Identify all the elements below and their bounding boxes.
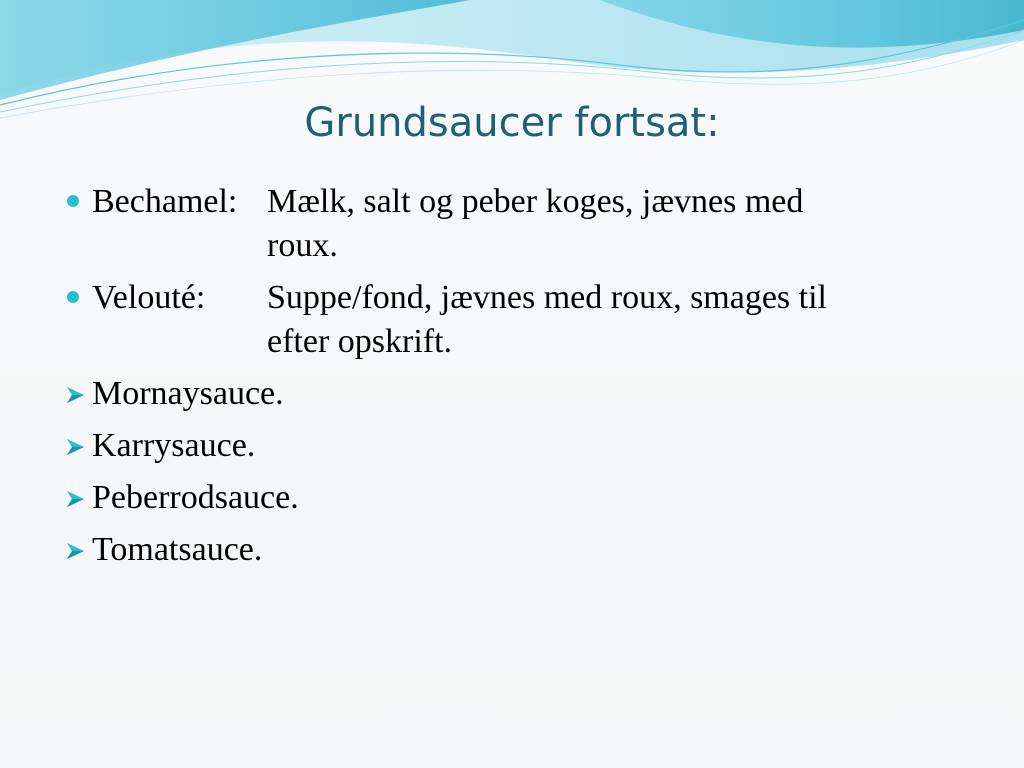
list-item-mornaysauce [60,372,960,416]
dot-bullet-icon [67,291,79,303]
definition-desc-line: efter opskrift. [267,323,453,360]
definition-term: Velouté: [92,279,206,316]
slide-title: Grundsaucer fortsat: [304,100,720,146]
list-item-label: Karrysauce. [92,427,256,464]
list-item-label: Peberrodsauce. [92,479,299,516]
definition-desc [267,180,927,268]
list-item-label: Mornaysauce. [92,375,284,412]
definition-term: Bechamel: [92,183,238,220]
list-item-tomatsauce [60,528,960,572]
list-item-label: Tomatsauce. [92,531,263,568]
arrow-bullet-icon [65,488,87,510]
definition-desc-line: Suppe/fond, jævnes med roux, smages til [267,279,828,316]
definition-item-bechamel [60,180,960,268]
definition-item-veloute [60,276,960,364]
definition-desc-line: Mælk, salt og peber koges, jævnes med [267,183,804,220]
slide-body [60,180,960,580]
definition-desc [267,276,927,364]
list-item-peberrodsauce [60,476,960,520]
arrow-bullet-icon [65,384,87,406]
arrow-bullet-icon [65,540,87,562]
dot-bullet-icon [67,195,79,207]
list-item-karrysauce [60,424,960,468]
definition-desc-line: roux. [267,227,338,264]
arrow-bullet-icon [65,436,87,458]
